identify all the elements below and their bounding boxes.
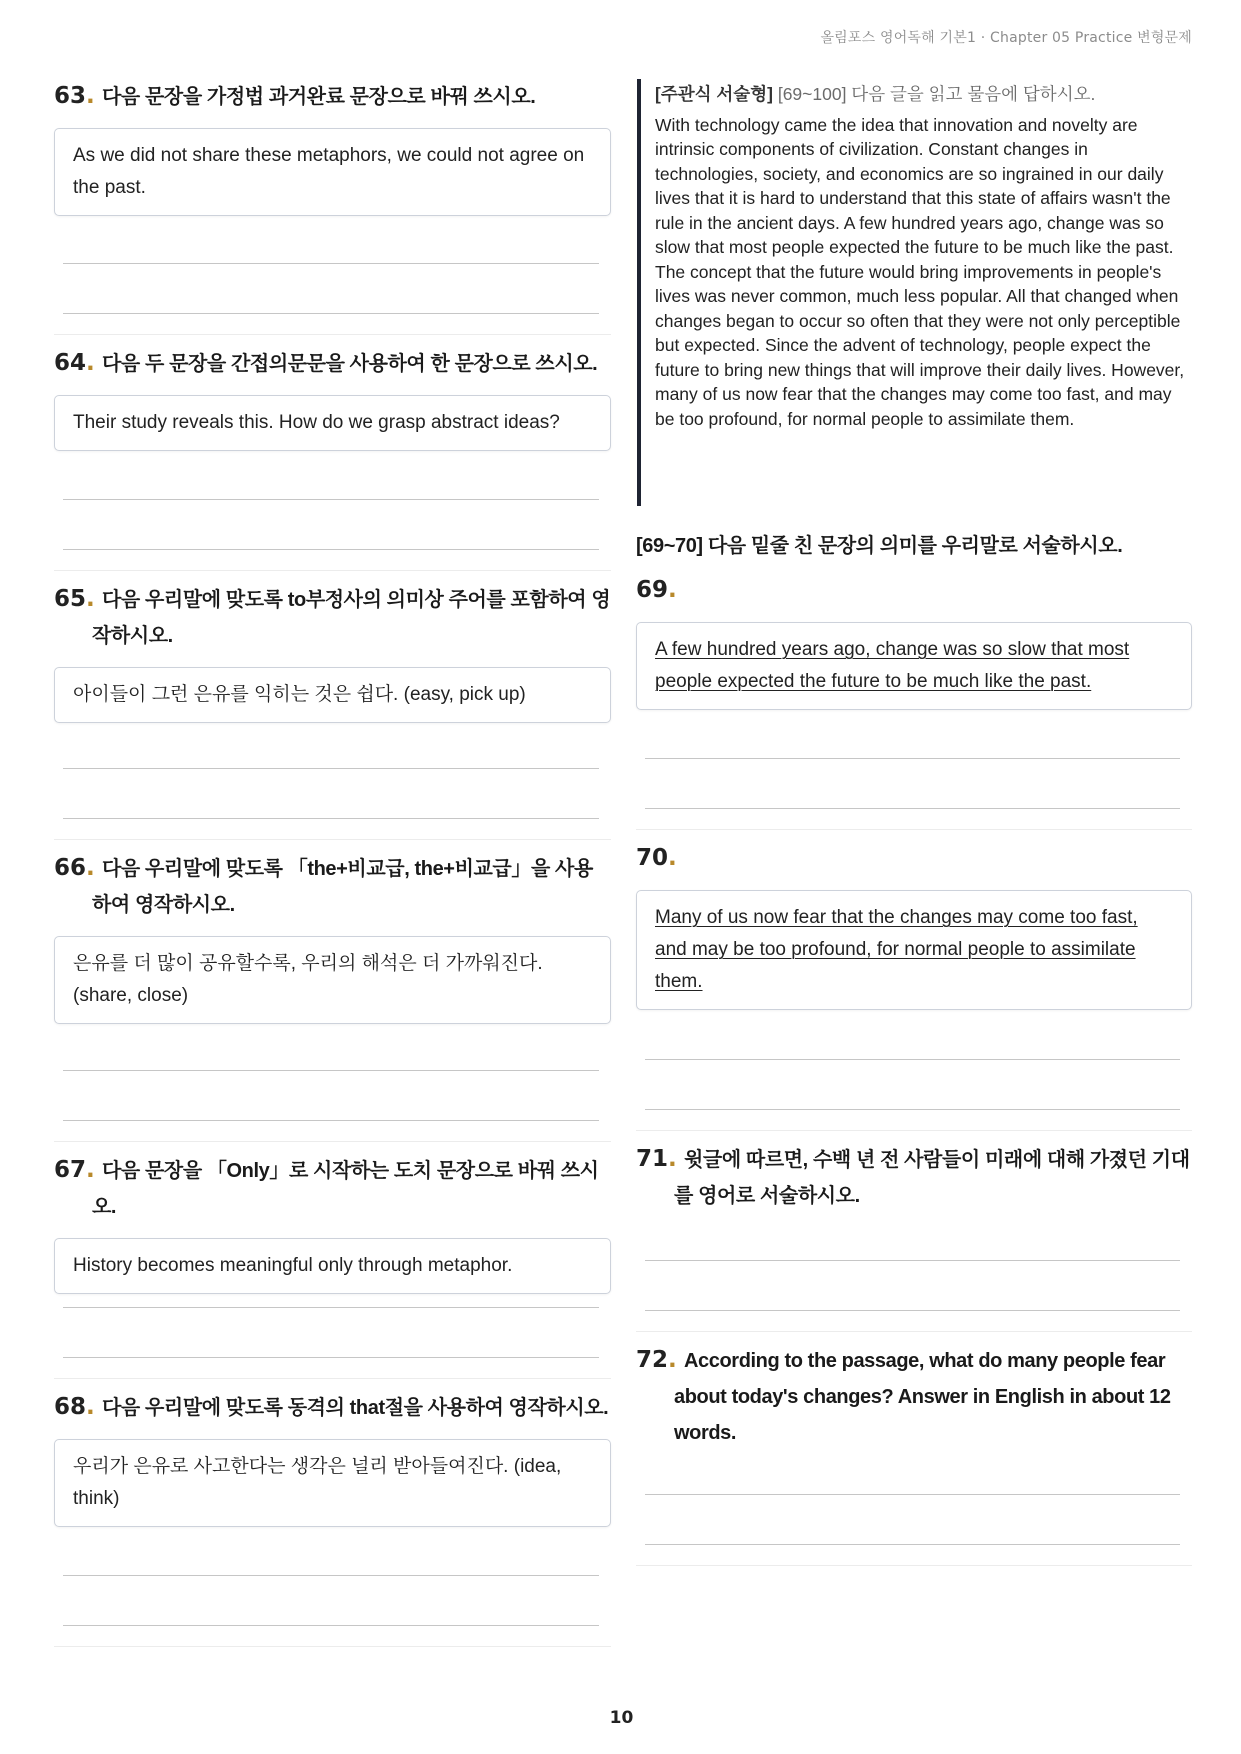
question-number-text: 65 bbox=[54, 586, 87, 612]
question-heading bbox=[54, 1389, 611, 1426]
answer-line bbox=[645, 1109, 1180, 1110]
question-heading bbox=[636, 1342, 1192, 1451]
answer-line bbox=[645, 758, 1180, 759]
underlined-sentence-box bbox=[636, 890, 1192, 1010]
question-heading bbox=[54, 78, 611, 115]
given-sentence: 은유를 더 많이 공유할수록, 우리의 해석은 더 가까워진다. (share, close) bbox=[73, 953, 543, 1006]
question-heading bbox=[54, 581, 611, 654]
answer-line bbox=[63, 499, 599, 500]
answer-area bbox=[54, 499, 611, 570]
answer-line bbox=[645, 1260, 1180, 1261]
question-63 bbox=[54, 68, 611, 335]
underlined-sentence-box bbox=[636, 622, 1192, 710]
answer-line bbox=[63, 768, 599, 769]
question-number-text: 68 bbox=[54, 1394, 87, 1420]
question-prompt: 다음 우리말에 맞도록 to부정사의 의미상 주어를 포함하여 영작하시오. bbox=[92, 589, 611, 647]
answer-area bbox=[54, 263, 611, 334]
question-number-text: 71 bbox=[636, 1146, 669, 1172]
number-dot: . bbox=[668, 577, 677, 603]
given-sentence-box bbox=[54, 667, 611, 723]
running-title: 올림포스 영어독해 기본1 · Chapter 05 Practice 변형문제 bbox=[820, 30, 1192, 46]
given-sentence-box bbox=[54, 395, 611, 451]
underlined-sentence: Many of us now fear that the changes may come too fast, and may be too profound, for normal people to assimilate them. bbox=[655, 907, 1138, 992]
question-69 bbox=[636, 562, 1192, 830]
question-65 bbox=[54, 571, 611, 840]
underlined-sentence: A few hundred years ago, change was so slow that most people expected the future to be much like the past. bbox=[655, 639, 1130, 692]
given-sentence-box bbox=[54, 1439, 611, 1527]
answer-area bbox=[636, 1260, 1192, 1331]
question-71 bbox=[636, 1131, 1192, 1332]
number-dot: . bbox=[86, 586, 95, 612]
answer-line bbox=[63, 313, 599, 314]
answer-area bbox=[54, 1575, 611, 1646]
passage-text: With technology came the idea that innovation and novelty are intrinsic components of civilization. Constant changes in technologies, society, and economics are so ingrained in our daily lives that it is hard to understand that this state of affairs wasn't the rule in the ancient days. A few hundred years ago, change was so slow that most people expected the future to be much like the past. The concept that the future would bring improvements in people's lives was never common, much less popular. All that changed when changes began to occur so often that they were not only perceptible but expected. Since the advent of technology, people expect the future to bring new things that will improve their daily lives. However, many of us now fear that the changes may come too fast, and may be too profound, for normal people to assimilate them. bbox=[655, 114, 1185, 429]
number-dot: . bbox=[668, 1347, 677, 1373]
answer-line bbox=[645, 1059, 1180, 1060]
question-number bbox=[54, 1152, 102, 1188]
answer-line bbox=[63, 1625, 599, 1626]
number-dot: . bbox=[86, 83, 95, 109]
given-sentence: 우리가 은유로 사고한다는 생각은 널리 받아들여진다. (idea, think) bbox=[73, 1456, 562, 1509]
question-number bbox=[636, 1342, 684, 1378]
question-heading bbox=[636, 572, 1192, 609]
question-prompt: 다음 문장을 가정법 과거완료 문장으로 바꿔 쓰시오. bbox=[102, 86, 536, 108]
question-number-text: 63 bbox=[54, 83, 87, 109]
passage-instruction: [69~100] 다음 글을 읽고 물음에 답하시오. bbox=[777, 84, 1096, 104]
answer-line bbox=[645, 808, 1180, 809]
question-64 bbox=[54, 335, 611, 571]
answer-line bbox=[63, 818, 599, 819]
question-number-text: 69 bbox=[636, 577, 669, 603]
answer-line bbox=[63, 263, 599, 264]
question-66 bbox=[54, 840, 611, 1142]
number-dot: . bbox=[86, 1157, 95, 1183]
question-number bbox=[54, 850, 102, 886]
answer-area bbox=[54, 1070, 611, 1141]
answer-line bbox=[63, 1070, 599, 1071]
question-number bbox=[54, 1389, 102, 1425]
question-heading bbox=[54, 850, 611, 923]
question-prompt: 다음 우리말에 맞도록 「the+비교급, the+비교급」을 사용하여 영작하시오. bbox=[92, 858, 593, 916]
question-72 bbox=[636, 1332, 1192, 1566]
question-number bbox=[54, 345, 102, 381]
number-dot: . bbox=[86, 855, 95, 881]
question-heading bbox=[54, 345, 611, 382]
question-68 bbox=[54, 1379, 611, 1647]
answer-line bbox=[63, 1575, 599, 1576]
question-prompt: 윗글에 따르면, 수백 년 전 사람들이 미래에 대해 가졌던 기대를 영어로 서술하시오. bbox=[674, 1149, 1190, 1207]
answer-area bbox=[636, 1059, 1192, 1130]
question-number-text: 64 bbox=[54, 350, 87, 376]
passage-label: [주관식 서술형] bbox=[655, 84, 773, 104]
page-number: 10 bbox=[609, 1708, 634, 1728]
question-number-text: 67 bbox=[54, 1157, 87, 1183]
question-number-text: 70 bbox=[636, 845, 669, 871]
reading-passage bbox=[637, 79, 1192, 506]
answer-area bbox=[54, 768, 611, 839]
answer-line bbox=[63, 1307, 599, 1308]
answer-line bbox=[63, 549, 599, 550]
question-number bbox=[636, 840, 684, 876]
group-instruction: [69~70] 다음 밑줄 친 문장의 의미를 우리말로 서술하시오. bbox=[636, 535, 1123, 557]
question-number bbox=[636, 572, 684, 608]
given-sentence: As we did not share these metaphors, we could not agree on the past. bbox=[73, 145, 585, 198]
question-number bbox=[54, 78, 102, 114]
given-sentence: Their study reveals this. How do we grasp abstract ideas? bbox=[73, 412, 560, 433]
answer-line bbox=[645, 1310, 1180, 1311]
given-sentence-box bbox=[54, 128, 611, 216]
answer-line bbox=[63, 1357, 599, 1358]
question-prompt: 다음 우리말에 맞도록 동격의 that절을 사용하여 영작하시오. bbox=[102, 1397, 609, 1419]
answer-area bbox=[636, 1494, 1192, 1565]
question-number bbox=[54, 581, 102, 617]
number-dot: . bbox=[86, 1394, 95, 1420]
question-prompt: 다음 문장을 「Only」로 시작하는 도치 문장으로 바꿔 쓰시오. bbox=[92, 1160, 599, 1218]
question-67 bbox=[54, 1142, 611, 1379]
question-number-text: 72 bbox=[636, 1347, 669, 1373]
number-dot: . bbox=[668, 1146, 677, 1172]
question-heading bbox=[54, 1152, 611, 1225]
answer-line bbox=[645, 1494, 1180, 1495]
question-heading bbox=[636, 840, 1192, 877]
given-sentence-box bbox=[54, 1238, 611, 1294]
answer-area bbox=[54, 1307, 611, 1378]
given-sentence-box bbox=[54, 936, 611, 1024]
answer-line bbox=[63, 1120, 599, 1121]
answer-area bbox=[636, 758, 1192, 829]
question-prompt: According to the passage, what do many people fear about today's changes? Answer in English in about 12 words. bbox=[674, 1350, 1171, 1444]
question-number-text: 66 bbox=[54, 855, 87, 881]
given-sentence: History becomes meaningful only through metaphor. bbox=[73, 1255, 513, 1276]
question-number bbox=[636, 1141, 684, 1177]
number-dot: . bbox=[86, 350, 95, 376]
question-70 bbox=[636, 830, 1192, 1131]
question-prompt: 다음 두 문장을 간접의문문을 사용하여 한 문장으로 쓰시오. bbox=[102, 353, 598, 375]
question-heading bbox=[636, 1141, 1192, 1214]
number-dot: . bbox=[668, 845, 677, 871]
passage-header bbox=[655, 82, 1192, 107]
given-sentence: 아이들이 그런 은유를 익히는 것은 쉽다. (easy, pick up) bbox=[73, 684, 526, 705]
answer-line bbox=[645, 1544, 1180, 1545]
